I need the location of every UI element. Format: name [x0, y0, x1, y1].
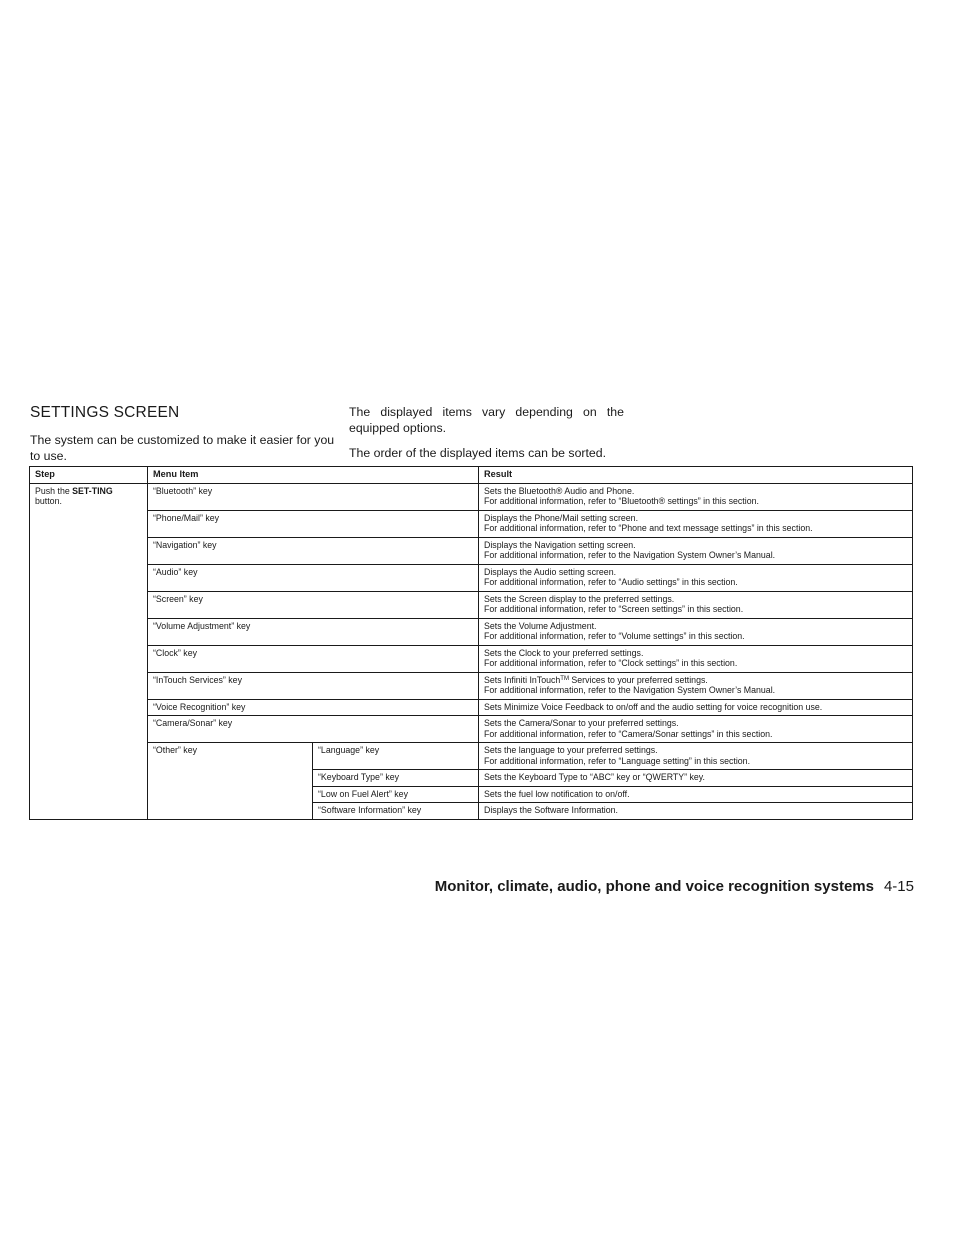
table-row [30, 483, 913, 510]
result-software: Displays the Software Information. [479, 803, 913, 820]
menu-item-screen: “Screen” key [148, 591, 479, 618]
submenu-item-software: “Software Information” key [313, 803, 479, 820]
menu-item-intouch: “InTouch Services” key [148, 672, 479, 699]
page-footer [435, 878, 914, 895]
result-screen: Sets the Screen display to the preferred settings. For additional information, refer to “Screen settings” in this section. [479, 591, 913, 618]
header-menu-item: Menu Item [148, 467, 479, 484]
header-result: Result [479, 467, 913, 484]
table-row [30, 618, 913, 645]
setting-button-label: SET-TING [72, 485, 113, 496]
menu-item-voice: “Voice Recognition” key [148, 699, 479, 716]
menu-item-audio: “Audio” key [148, 564, 479, 591]
table-row [30, 743, 913, 770]
menu-item-phone-mail: “Phone/Mail” key [148, 510, 479, 537]
options-note: The displayed items vary depending on the equipped options. [349, 405, 624, 435]
table-row [30, 645, 913, 672]
table-row [30, 510, 913, 537]
table-row [30, 564, 913, 591]
header-step: Step [30, 467, 148, 484]
menu-item-other: “Other” key [148, 743, 313, 820]
table-row [30, 672, 913, 699]
result-phone-mail: Displays the Phone/Mail setting screen. For additional information, refer to “Phone and text message settings” in this section. [479, 510, 913, 537]
step-cell: Push the SET-TING button. [30, 483, 148, 819]
result-bluetooth: Sets the Bluetooth® Audio and Phone. For additional information, refer to “Bluetooth® settings” in this section. [479, 483, 913, 510]
table-row [30, 591, 913, 618]
right-column-text [349, 404, 624, 470]
result-navigation: Displays the Navigation setting screen. For additional information, refer to the Navigation System Owner’s Manual. [479, 537, 913, 564]
table-row [30, 537, 913, 564]
menu-item-camera: “Camera/Sonar” key [148, 716, 479, 743]
result-clock: Sets the Clock to your preferred settings. For additional information, refer to “Clock settings” in this section. [479, 645, 913, 672]
table-row [30, 699, 913, 716]
submenu-item-keyboard: “Keyboard Type” key [313, 770, 479, 787]
result-voice: Sets Minimize Voice Feedback to on/off and the audio setting for voice recognition use. [479, 699, 913, 716]
section-heading: SETTINGS SCREEN [30, 404, 180, 421]
page-number: 4-15 [883, 878, 914, 895]
submenu-item-fuel-alert: “Low on Fuel Alert” key [313, 786, 479, 803]
table-header-row [30, 467, 913, 484]
result-volume: Sets the Volume Adjustment. For additional information, refer to “Volume settings” in this section. [479, 618, 913, 645]
settings-table [29, 466, 913, 820]
menu-item-volume: “Volume Adjustment” key [148, 618, 479, 645]
submenu-item-language: “Language” key [313, 743, 479, 770]
result-intouch: Sets Infiniti InTouch™ Services to your preferred settings. For additional information, refer to the Navigation System Owner’s Manual. [479, 672, 913, 699]
menu-item-bluetooth: “Bluetooth” key [148, 483, 479, 510]
result-camera: Sets the Camera/Sonar to your preferred settings. For additional information, refer to “Camera/Sonar settings” in this section. [479, 716, 913, 743]
result-language: Sets the language to your preferred settings. For additional information, refer to “Language setting” in this section. [479, 743, 913, 770]
result-keyboard: Sets the Keyboard Type to “ABC” key or “QWERTY” key. [479, 770, 913, 787]
trademark-mark: TM [560, 675, 569, 682]
menu-item-clock: “Clock” key [148, 645, 479, 672]
intro-paragraph: The system can be customized to make it easier for you to use. [30, 433, 335, 463]
result-fuel-alert: Sets the fuel low notification to on/off. [479, 786, 913, 803]
result-audio: Displays the Audio setting screen. For additional information, refer to “Audio settings” in this section. [479, 564, 913, 591]
sort-note: The order of the displayed items can be sorted. [349, 446, 607, 460]
menu-item-navigation: “Navigation” key [148, 537, 479, 564]
table-row [30, 716, 913, 743]
footer-section-title: Monitor, climate, audio, phone and voice recognition systems [434, 878, 874, 895]
